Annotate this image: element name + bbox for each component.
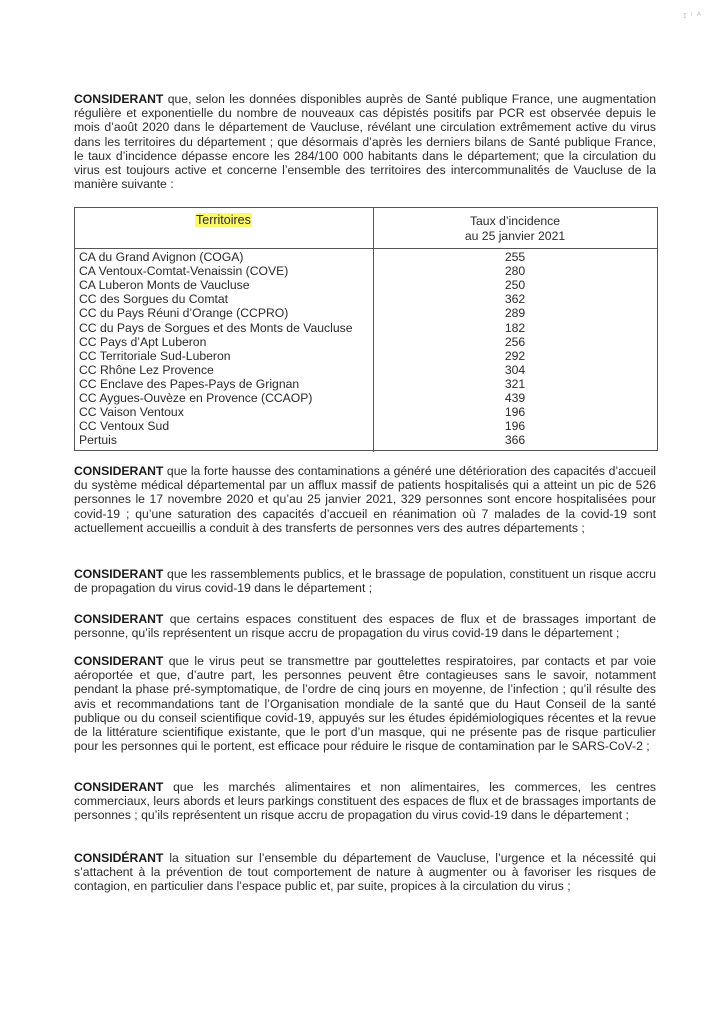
table-row-taux: 362	[504, 292, 526, 307]
table-row-taux: 280	[504, 264, 526, 279]
considerant-keyword: CONSIDERANT	[74, 567, 164, 581]
incidence-table	[74, 207, 658, 451]
table-row-territoire: CA Ventoux-Comtat-Venaissin (COVE)	[79, 264, 289, 279]
table-row-territoire: Pertuis	[79, 433, 117, 448]
header-taux-line1: Taux d’incidence	[469, 214, 561, 228]
table-row-territoire: CC Rhône Lez Provence	[79, 362, 214, 377]
paragraph-rassemblements	[74, 567, 656, 595]
paragraph-hospitalisation	[74, 464, 656, 535]
table-header-divider	[75, 248, 657, 249]
table-row-territoire: CC du Pays de Sorgues et des Monts de Vaucluse	[79, 320, 353, 335]
table-row-territoire: CC Aygues-Ouvèze en Provence (CCAOP)	[79, 391, 313, 405]
considerant-keyword: CONSIDÉRANT	[74, 851, 164, 865]
header-taux-line2: au 25 janvier 2021	[464, 229, 566, 243]
considerant-keyword: CONSIDERANT	[74, 464, 164, 478]
paragraph-espaces	[74, 612, 656, 640]
considerant-keyword: CONSIDERANT	[74, 654, 164, 668]
table-row-taux: 196	[504, 405, 526, 420]
paragraph-text: que le virus peut se transmettre par gouttelettes respiratoires, par contacts et par voie aéroportée et que, d’autre part, les personnes peuvent être contagieuses sans le savoir, notamment pendant la phase pré-symptomatique, de l’ordre de cinq jours en moyenne, de l’infection ; qu’il résulte des avis et recommandations tant de l’Organisation mondiale de la santé que du Haut Conseil de la santé publique ou du conseil scientifique covid-19, appuyés sur les études épidémiologiques récentes et la revue de la littérature scientifique existante, que le port d’un masque, qui ne présente pas de risque particulier pour les personnes qui le portent, est efficace pour réduire le risque de contamination par le SARS-CoV-2 ;	[74, 654, 656, 754]
paragraph-text: que les rassemblements publics, et le brassage de population, constituent un risque accru de propagation du virus covid-19 dans le département ;	[74, 567, 656, 596]
table-row-territoire: CC Ventoux Sud	[79, 419, 170, 434]
paragraph-text: que les marchés alimentaires et non alimentaires, les commerces, les centres commerciaux, leurs abords et leurs parkings constituent des espaces de flux et de brassages importants de personnes ; qu’ils représentent un risque accru de propagation du virus covid-19 dans le département ;	[74, 780, 656, 823]
considerant-keyword: CONSIDERANT	[74, 92, 164, 106]
table-row-territoire: CA Luberon Monts de Vaucluse	[79, 278, 250, 293]
paragraph-text: que la forte hausse des contaminations a généré une détérioration des capacités d’accueil du système médical départemental par un afflux massif de patients hospitalisés qui a atteint un pic de 526 personnes le 17 novembre 2020 et qu’au 25 janvier 2021, 329 personnes sont encore hospitalisées pour covid-19 ; qu’une saturation des capacités d’accueil en réanimation où 7 malades de la covid-19 sont actuellement accueillis a conduit à des transferts de personnes vers des autres départements ;	[74, 464, 656, 535]
table-row-territoire: CC du Pays Réuni d’Orange (CCPRO)	[79, 306, 289, 321]
scan-corner-mark: ɪ ˡ ᴬ	[683, 10, 702, 20]
paragraph-text: que, selon les données disponibles auprès de Santé publique France, une augmentation régulière et exponentielle du nombre de nouveaux cas dépistés positifs par PCR est observée depuis le mois d’août 2020 dans le département de Vaucluse, révélant une circulation extrêmement active du virus dans les territoires du département ; que désormais d’après les derniers bilans de Santé publique France, le taux d’incidence dépasse encore les 284/100 000 habitants dans le département; que la circulation du virus est toujours active et concerne l’ensemble des territoires des intercommunalités de Vaucluse de la manière suivante :	[74, 92, 656, 192]
table-row-taux: 256	[504, 334, 526, 349]
considerant-keyword: CONSIDERANT	[74, 612, 164, 626]
table-row-territoire: CA du Grand Avignon (COGA)	[79, 250, 244, 264]
table-row-taux: 321	[504, 376, 526, 391]
table-row-taux: 250	[504, 278, 526, 293]
table-row-taux: 182	[504, 320, 526, 335]
table-column-divider	[373, 208, 374, 452]
table-row-territoire: CC Pays d’Apt Luberon	[79, 334, 207, 349]
table-row-taux: 196	[504, 419, 526, 434]
table-row-territoire: CC Territoriale Sud-Luberon	[79, 348, 231, 363]
table-row-territoire: CC Enclave des Papes-Pays de Grignan	[79, 376, 300, 391]
paragraph-text: la situation sur l’ensemble du département de Vaucluse, l’urgence et la nécessité qui s’attachent à la prévention de tout comportement de nature à augmenter ou à favoriser les risques de contagion, en particulier dans l’espace public et, par suite, propices à la circulation du virus ;	[74, 851, 656, 894]
table-row-taux: 366	[504, 433, 526, 448]
paragraph-marches	[74, 780, 656, 823]
header-taux-incidence	[373, 214, 657, 244]
table-row-territoire: CC des Sorgues du Comtat	[79, 292, 229, 307]
table-row-taux: 255	[504, 250, 526, 264]
table-row-taux: 439	[504, 391, 526, 405]
table-row-territoire: CC Vaison Ventoux	[79, 405, 184, 420]
header-territoires: Territoires	[196, 213, 251, 227]
paragraph-text: que certains espaces constituent des espaces de flux et de brassages important de personne, qu’ils représentent un risque accru de propagation du virus covid-19 dans le département ;	[74, 612, 656, 641]
paragraph-situation	[74, 851, 656, 894]
table-row-taux: 304	[504, 362, 526, 377]
paragraph-masque	[74, 654, 656, 753]
table-row-taux: 292	[504, 348, 526, 363]
intro-paragraph	[74, 92, 656, 191]
table-row-taux: 289	[504, 306, 526, 321]
considerant-keyword: CONSIDERANT	[74, 780, 164, 794]
